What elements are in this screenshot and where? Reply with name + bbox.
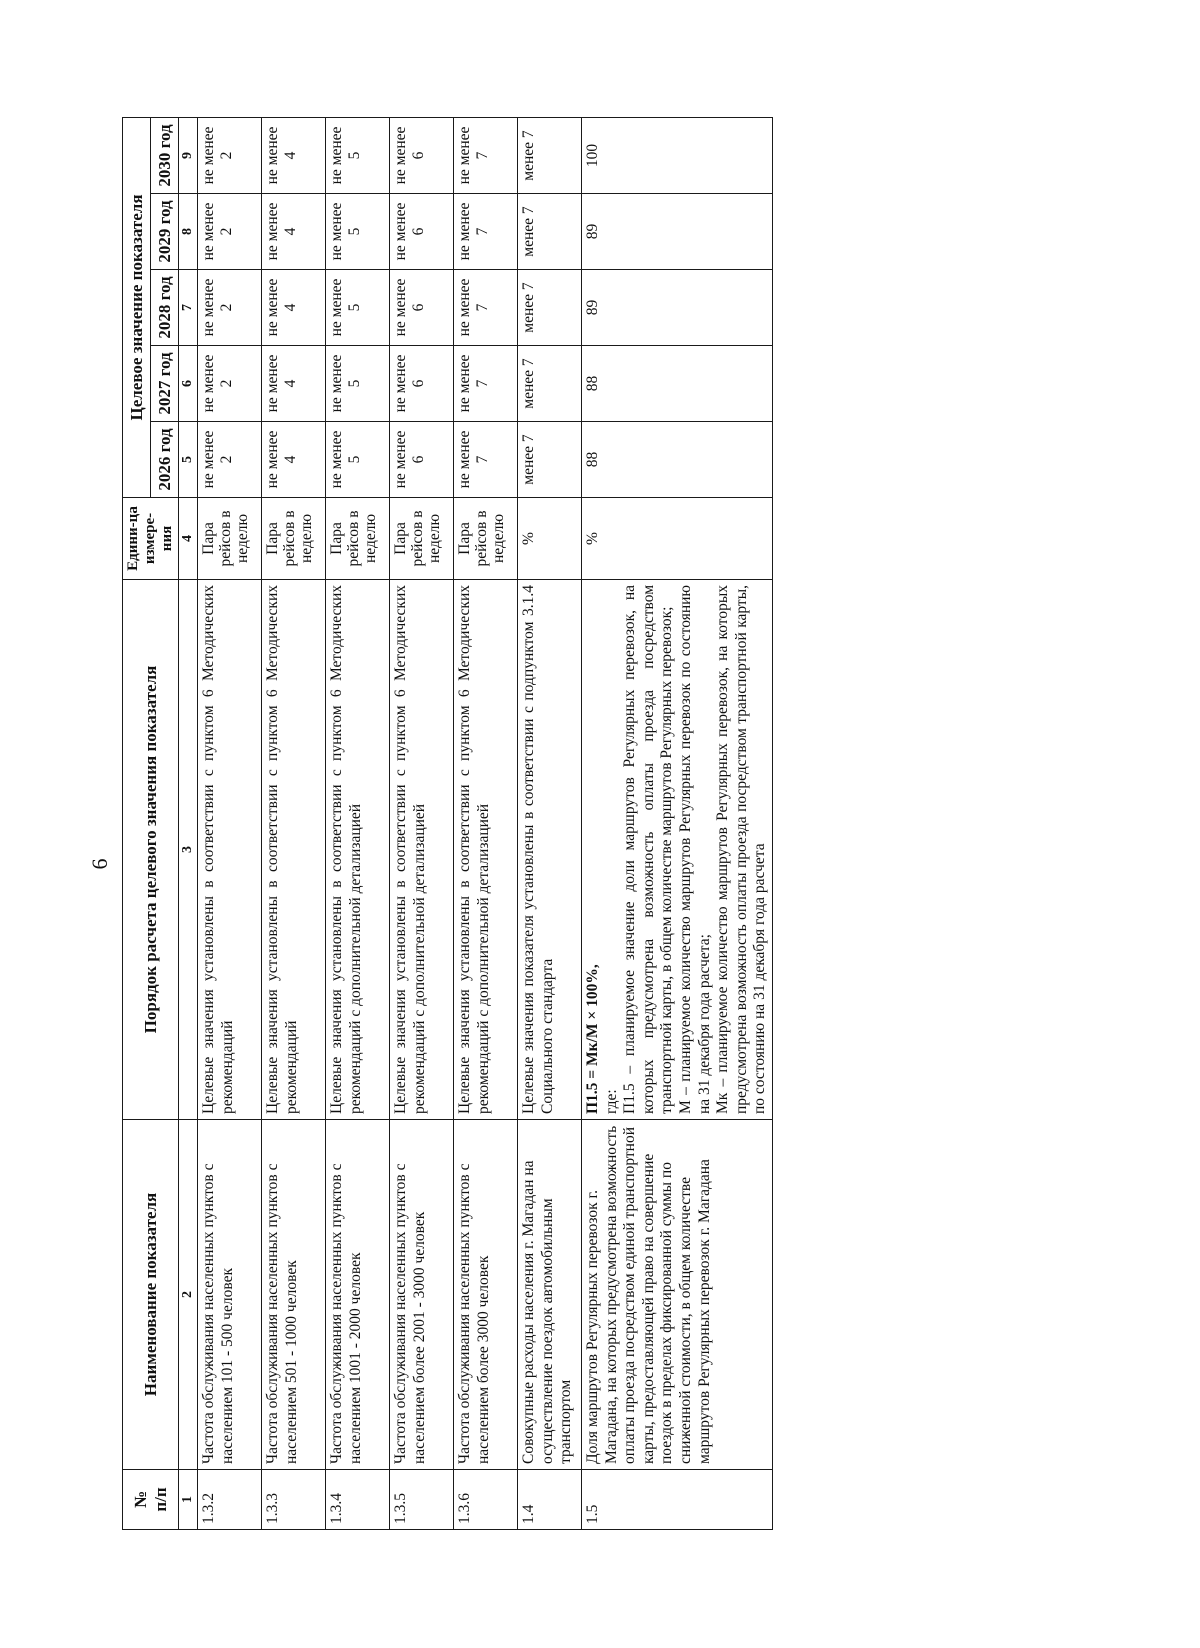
column-number: 6 xyxy=(179,346,198,422)
row-order: Целевые значения показателя установлены в соответствии с подпунктом 3.1.4 Социального стандарта xyxy=(518,580,582,1120)
row-value: не менее 6 xyxy=(390,346,454,422)
row-value: не менее 6 xyxy=(390,194,454,270)
column-number: 2 xyxy=(179,1120,198,1470)
row-unit: Пара рейсов в неделю xyxy=(454,498,518,580)
indicators-table xyxy=(122,117,773,1530)
column-number: 1 xyxy=(179,1470,198,1530)
row-order: Целевые значения установлены в соответствии с пунктом 6 Методических рекомендаций с дополнительной детализацией xyxy=(326,580,390,1120)
row-value: 100 xyxy=(582,118,773,194)
row-value: не менее 2 xyxy=(198,346,262,422)
row-value: не менее 5 xyxy=(326,270,390,346)
header-row-1 xyxy=(123,118,151,1530)
header-year: 2028 год xyxy=(151,270,179,346)
row-num: 1.3.2 xyxy=(198,1470,262,1530)
row-value: 88 xyxy=(582,422,773,498)
row-value: менее 7 xyxy=(518,270,582,346)
table-row xyxy=(390,118,454,1530)
row-num: 1.4 xyxy=(518,1470,582,1530)
row-unit: Пара рейсов в неделю xyxy=(198,498,262,580)
row-value: 89 xyxy=(582,194,773,270)
row-name: Частота обслуживания населенных пунктов с населением 1001 - 2000 человек xyxy=(326,1120,390,1470)
row-num: 1.5 xyxy=(582,1470,773,1530)
row-value: не менее 2 xyxy=(198,422,262,498)
header-name: Наименование показателя xyxy=(123,1120,179,1470)
row-num: 1.3.3 xyxy=(262,1470,326,1530)
row-order xyxy=(582,580,773,1120)
column-number: 5 xyxy=(179,422,198,498)
formula-note: М – планируемое количество маршрутов Регулярных перевозок по состоянию на 31 декабря года расчета; xyxy=(676,585,713,1114)
table-row xyxy=(582,118,773,1530)
row-value: не менее 5 xyxy=(326,194,390,270)
header-num: № п/п xyxy=(123,1470,179,1530)
header-year: 2030 год xyxy=(151,118,179,194)
row-value: не менее 7 xyxy=(454,422,518,498)
row-name: Частота обслуживания населенных пунктов с населением 101 - 500 человек xyxy=(198,1120,262,1470)
row-value: менее 7 xyxy=(518,194,582,270)
formula-note: П1.5 – планируемое значение доли маршрутов Регулярных перевозок, на которых предусмотрена возможность оплаты проезда посредством транспортной карты, в общем количестве маршрутов Регулярных перевозок; xyxy=(621,585,676,1114)
row-value: 88 xyxy=(582,346,773,422)
header-year: 2029 год xyxy=(151,194,179,270)
row-value: менее 7 xyxy=(518,422,582,498)
column-number: 9 xyxy=(179,118,198,194)
row-value: не менее 6 xyxy=(390,422,454,498)
row-value: не менее 2 xyxy=(198,194,262,270)
row-value: 89 xyxy=(582,270,773,346)
row-value: не менее 7 xyxy=(454,346,518,422)
rotated-table-page xyxy=(122,118,1122,1530)
row-unit: % xyxy=(518,498,582,580)
row-value: не менее 4 xyxy=(262,346,326,422)
row-unit: Пара рейсов в неделю xyxy=(326,498,390,580)
row-value: не менее 5 xyxy=(326,346,390,422)
column-number: 7 xyxy=(179,270,198,346)
row-name: Частота обслуживания населенных пунктов с населением более 3000 человек xyxy=(454,1120,518,1470)
row-value: не менее 5 xyxy=(326,118,390,194)
row-value: не менее 6 xyxy=(390,118,454,194)
row-value: не менее 2 xyxy=(198,118,262,194)
row-num: 1.3.5 xyxy=(390,1470,454,1530)
row-order: Целевые значения установлены в соответствии с пунктом 6 Методических рекомендаций xyxy=(198,580,262,1120)
table-row xyxy=(198,118,262,1530)
row-unit: % xyxy=(582,498,773,580)
row-value: не менее 4 xyxy=(262,422,326,498)
formula-note: Мк – планируемое количество маршрутов Регулярных перевозок, на которых предусмотрена возможность оплаты проезда посредством транспортной карты, по состоянию на 31 декабря года расчета xyxy=(714,585,769,1114)
row-value: не менее 6 xyxy=(390,270,454,346)
row-value: не менее 4 xyxy=(262,118,326,194)
table-row xyxy=(326,118,390,1530)
formula-note: где: xyxy=(602,1089,620,1114)
column-number: 3 xyxy=(179,580,198,1120)
row-value: не менее 4 xyxy=(262,194,326,270)
header-order: Порядок расчета целевого значения показателя xyxy=(123,580,179,1120)
row-value: менее 7 xyxy=(518,346,582,422)
row-value: не менее 7 xyxy=(454,118,518,194)
table-row xyxy=(454,118,518,1530)
row-unit: Пара рейсов в неделю xyxy=(390,498,454,580)
row-name: Совокупные расходы населения г. Магадан на осуществление поездок автомобильным транспортом xyxy=(518,1120,582,1470)
row-num: 1.3.4 xyxy=(326,1470,390,1530)
header-unit: Едини-ца измере-ния xyxy=(123,498,179,580)
row-order: Целевые значения установлены в соответствии с пунктом 6 Методических рекомендаций с дополнительной детализацией xyxy=(454,580,518,1120)
header-year: 2026 год xyxy=(151,422,179,498)
column-number: 4 xyxy=(179,498,198,580)
column-number-row xyxy=(179,118,198,1530)
row-value: не менее 5 xyxy=(326,422,390,498)
row-order: Целевые значения установлены в соответствии с пунктом 6 Методических рекомендаций с дополнительной детализацией xyxy=(390,580,454,1120)
row-value: не менее 7 xyxy=(454,194,518,270)
column-number: 8 xyxy=(179,194,198,270)
formula: П1.5 = Мк/М × 100%, xyxy=(584,964,601,1114)
row-num: 1.3.6 xyxy=(454,1470,518,1530)
row-value: не менее 7 xyxy=(454,270,518,346)
header-target-values: Целевое значение показателя xyxy=(123,118,151,498)
row-value: менее 7 xyxy=(518,118,582,194)
row-name: Доля маршрутов Регулярных перевозок г. Магадана, на которых предусмотрена возможность оплаты проезда посредством единой транспортной карты, предоставляющей право на совершение поездок в пределах фиксированной суммы по сниженной стоимости, в общем количестве маршрутов Регулярных перевозок г. Магадана xyxy=(582,1120,773,1470)
row-value: не менее 2 xyxy=(198,270,262,346)
row-value: не менее 4 xyxy=(262,270,326,346)
row-order: Целевые значения установлены в соответствии с пунктом 6 Методических рекомендаций xyxy=(262,580,326,1120)
header-year: 2027 год xyxy=(151,346,179,422)
row-name: Частота обслуживания населенных пунктов с населением 501 - 1000 человек xyxy=(262,1120,326,1470)
row-name: Частота обслуживания населенных пунктов с населением более 2001 - 3000 человек xyxy=(390,1120,454,1470)
row-unit: Пара рейсов в неделю xyxy=(262,498,326,580)
table-row xyxy=(518,118,582,1530)
page-number: 6 xyxy=(87,858,112,870)
table-row xyxy=(262,118,326,1530)
